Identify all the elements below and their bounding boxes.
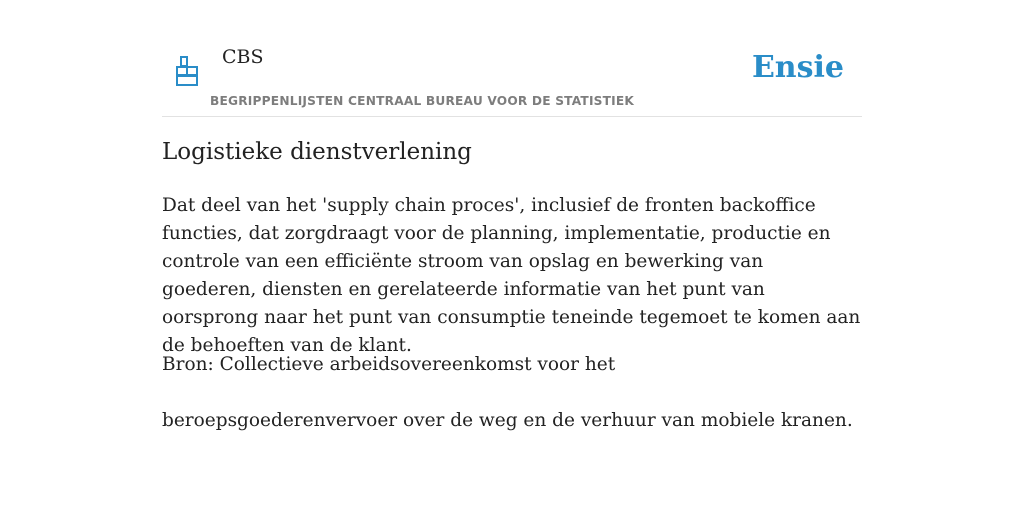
- ensie-brand-link[interactable]: Ensie: [751, 50, 844, 85]
- term-source-line2: beroepsgoederenvervoer over de weg en de verhuur van mobiele kranen.: [162, 410, 853, 431]
- content-container: [162, 0, 862, 431]
- cbs-logo-icon[interactable]: [176, 56, 198, 86]
- org-name[interactable]: CBS: [222, 46, 264, 68]
- term-definition: Dat deel van het 'supply chain proces', inclusief de fronten backoffice functies, dat zorgdraagt voor de planning, implementatie, productie en controle van een efficiënte stroom van opslag en bewerking van goederen, diensten en gerelateerde informatie van het punt van oorsprong naar het punt van consumptie teneinde tegemoet te komen aan de behoeften van de klant.: [162, 195, 861, 356]
- header: [162, 0, 862, 117]
- source-subtitle[interactable]: BEGRIPPENLIJSTEN CENTRAAL BUREAU VOOR DE STATISTIEK: [210, 94, 635, 108]
- term-source-line1: Bron: Collectieve arbeidsovereenkomst voor het: [162, 354, 616, 375]
- term-title: Logistieke dienstverlening: [162, 139, 472, 165]
